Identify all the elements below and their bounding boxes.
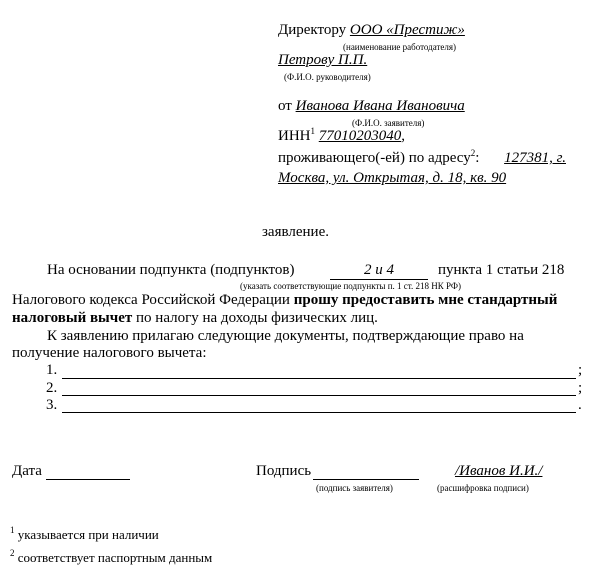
address-colon: :	[475, 150, 480, 166]
doc-num-2: 2.	[46, 380, 58, 396]
footnote-1	[10, 527, 159, 543]
inn-footnote-mark: 1	[310, 126, 315, 136]
inn-comma: ,	[401, 128, 405, 144]
inn-value: 77010203040	[318, 128, 402, 144]
body-line-3	[12, 310, 378, 327]
document-title: заявление.	[262, 224, 329, 240]
p1-suffix: пункта 1 статьи 218	[438, 262, 565, 278]
address-value-2: Москва, ул. Открытая, д. 18, кв. 90	[278, 170, 507, 186]
from-prefix: от	[278, 98, 292, 114]
footnote-2-mark: 2	[10, 548, 15, 558]
doc-end-2: ;	[578, 380, 583, 396]
body-line-3-rest: по налогу на доходы физических лиц.	[132, 310, 378, 326]
address-footnote-mark: 2	[470, 148, 476, 158]
decode-caption: (расшифровка подписи)	[437, 483, 529, 493]
footnote-1-text: указывается при наличии	[14, 527, 159, 542]
addressee-line	[278, 22, 465, 39]
head-caption: (Ф.И.О. руководителя)	[284, 72, 371, 82]
doc-line-2	[62, 395, 576, 396]
applicant-line	[278, 98, 465, 115]
inn-line	[278, 128, 405, 145]
sign-line	[313, 479, 419, 480]
doc-line-1	[62, 378, 576, 379]
date-label: Дата	[12, 463, 42, 479]
applicant-caption: (Ф.И.О. заявителя)	[352, 118, 425, 128]
doc-end-1: ;	[578, 362, 583, 378]
footnote-2-text: соответствует паспортным данным	[14, 550, 213, 565]
date-line	[46, 479, 130, 480]
head-name: Петрову П.П.	[278, 52, 368, 68]
subpoints-field: 2 и 4	[330, 262, 428, 280]
doc-num-1: 1.	[46, 362, 58, 378]
p2-line-1: К заявлению прилагаю следующие документы, подтверждающие право на	[47, 328, 524, 344]
subpoints-caption: (указать соответствующие подпункты п. 1 ст. 218 НК РФ)	[240, 281, 461, 291]
body-line-2-bold: прошу предоставить мне стандартный	[293, 292, 558, 308]
footnote-1-mark: 1	[10, 525, 15, 535]
address-value-1: 127381, г.	[504, 150, 566, 166]
addressee-prefix: Директору	[278, 22, 347, 38]
employer-name: ООО «Престиж»	[349, 22, 465, 38]
p1-prefix: На основании подпункта (подпунктов)	[47, 262, 295, 278]
sign-label: Подпись	[256, 463, 312, 479]
body-line-2	[12, 292, 557, 309]
address-label: проживающего(-ей) по адресу	[278, 150, 471, 166]
signature-decode: /Иванов И.И./	[455, 463, 543, 479]
address-line-1	[278, 150, 566, 167]
body-line-3-bold: налоговый вычет	[12, 310, 133, 326]
applicant-name: Иванова Ивана Ивановича	[295, 98, 465, 114]
body-line-2-start: Налогового кодекса Российской Федерации	[12, 292, 294, 308]
sign-caption: (подпись заявителя)	[316, 483, 393, 493]
doc-line-3	[62, 412, 576, 413]
doc-num-3: 3.	[46, 397, 58, 413]
employer-caption: (наименование работодателя)	[343, 42, 457, 52]
p2-line-2: получение налогового вычета:	[12, 345, 207, 361]
footnote-2	[10, 550, 212, 566]
doc-end-3: .	[578, 397, 582, 413]
inn-label: ИНН	[278, 128, 311, 144]
